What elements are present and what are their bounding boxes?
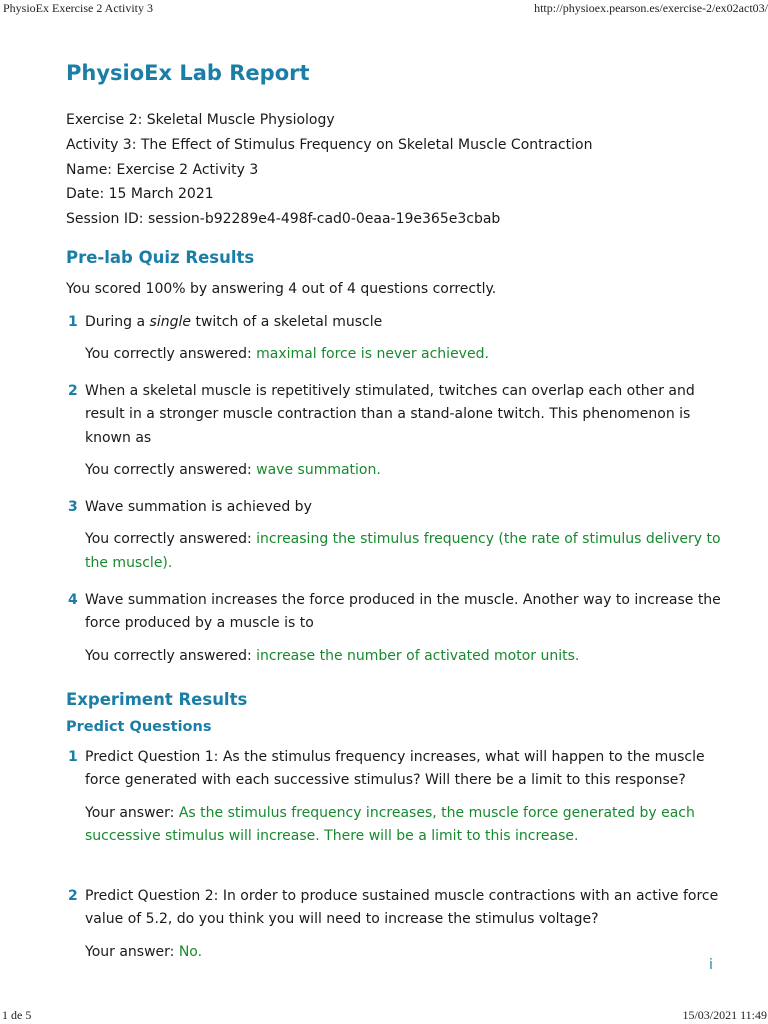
page-title: PhysioEx Lab Report (66, 61, 310, 85)
print-header (0, 0, 768, 16)
info-icon[interactable]: i (709, 957, 713, 973)
date-line: Date: 15 March 2021 (66, 186, 214, 203)
print-datetime: 15/03/2021 11:49 (682, 1008, 767, 1022)
question-text: Predict Question 2: In order to produce sustained muscle contractions with an active force value of 5.2, do you think you will need to increase the stimulus voltage? (85, 888, 719, 928)
question-text: During a single twitch of a skeletal muscle (85, 314, 383, 330)
prelab-question-2 (66, 380, 746, 483)
question-number: 3 (68, 499, 78, 515)
question-answer: You correctly answered: maximal force is never achieved. (85, 346, 489, 363)
question-number: 1 (68, 749, 78, 765)
question-answer: You correctly answered: increase the number of activated motor units. (85, 647, 580, 664)
predict-question-2 (66, 885, 746, 964)
report-meta (66, 108, 592, 232)
question-text: Wave summation is achieved by (85, 499, 312, 515)
prelab-question-4 (66, 589, 746, 668)
question-answer: Your answer: As the stimulus frequency increases, the muscle force generated by each successive stimulus will increase. There will be a limit to this increase. (85, 804, 695, 845)
page-number: 1 de 5 (2, 1008, 32, 1022)
prelab-score: You scored 100% by answering 4 out of 4 questions correctly. (66, 281, 497, 297)
question-text: Predict Question 1: As the stimulus frequency increases, what will happen to the muscle force generated with each successive stimulus? Will there be a limit to this response? (85, 749, 705, 789)
predict-question-1 (66, 746, 746, 849)
print-footer (0, 1008, 768, 1024)
print-header-url[interactable]: http://physioex.pearson.es/exercise-2/ex02act03/ (534, 1, 768, 15)
prelab-question-3 (66, 496, 746, 575)
prelab-heading: Pre-lab Quiz Results (66, 248, 255, 267)
name-line: Name: Exercise 2 Activity 3 (66, 161, 259, 178)
question-number: 4 (68, 592, 78, 608)
prelab-question-1 (66, 311, 746, 367)
activity-line: Activity 3: The Effect of Stimulus Frequency on Skeletal Muscle Contraction (66, 136, 593, 153)
question-text: Wave summation increases the force produced in the muscle. Another way to increase the force produced by a muscle is to (85, 592, 721, 632)
question-number: 1 (68, 314, 78, 330)
question-answer: You correctly answered: increasing the stimulus frequency (the rate of stimulus delivery to the muscle). (85, 531, 721, 571)
print-header-title: PhysioEx Exercise 2 Activity 3 (3, 1, 153, 15)
session-line: Session ID: session-b92289e4-498f-cad0-0eaa-19e365e3cbab (66, 211, 501, 228)
question-number: 2 (68, 383, 78, 399)
question-number: 2 (68, 888, 78, 904)
question-answer: Your answer: No. (85, 943, 203, 960)
experiment-heading: Experiment Results (66, 690, 248, 709)
predict-subheading: Predict Questions (66, 719, 212, 735)
question-answer: You correctly answered: wave summation. (85, 462, 381, 479)
exercise-line: Exercise 2: Skeletal Muscle Physiology (66, 112, 335, 128)
question-text: When a skeletal muscle is repetitively stimulated, twitches can overlap each other and result in a stronger muscle contraction than a stand-alone twitch. This phenomenon is known as (85, 383, 695, 446)
